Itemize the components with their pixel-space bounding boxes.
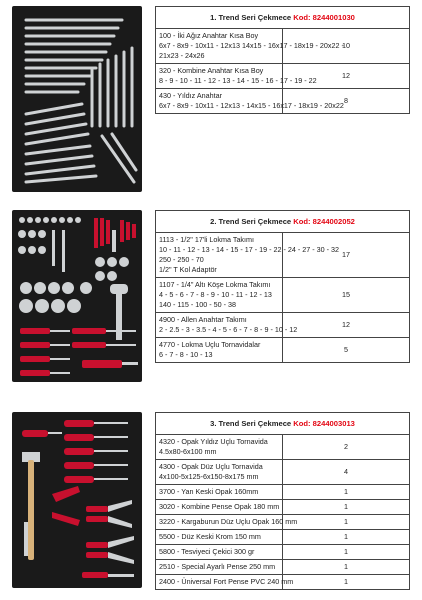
item-description: [156, 278, 283, 313]
item-line: 430 - Yıldız Anahtar: [159, 91, 222, 100]
item-quantity: 17: [283, 233, 410, 278]
drawer-3-title: 3. Trend Seri Çekmece: [210, 418, 292, 428]
item-description: [156, 560, 283, 575]
drawer-1-code: Kod: 8244001030: [293, 12, 355, 22]
item-quantity: 12: [283, 313, 410, 338]
table-row: [156, 338, 410, 363]
drawer-2-table: [155, 210, 410, 363]
item-line: 140 - 115 - 100 - 50 - 38: [159, 300, 236, 309]
item-line: 4770 - Lokma Uçlu Tornavidalar: [159, 340, 261, 349]
item-description: [156, 545, 283, 560]
drawer-3-tray-image: [12, 412, 142, 588]
table-row: [156, 545, 410, 560]
item-description: [156, 435, 283, 460]
item-quantity: 1: [283, 500, 410, 515]
screwdriver-pliers-illustration: [12, 412, 142, 588]
item-line: 100 - İki Ağız Anahtar Kısa Boy: [159, 31, 259, 40]
item-description: [156, 515, 298, 530]
drawer-2-code: Kod: 8244002052: [293, 216, 355, 226]
item-line: 6 - 7 - 8 - 10 - 13: [159, 350, 213, 359]
drawer-2-tray-image: [12, 210, 142, 382]
drawer-1-header: [156, 7, 410, 29]
item-line: 3020 - Kombine Pense Opak 180 mm: [159, 502, 280, 511]
drawer-2-header: [156, 211, 410, 233]
table-row: [156, 485, 410, 500]
hammer-handle: [28, 460, 34, 560]
item-description: [156, 338, 283, 363]
table-row: [156, 560, 410, 575]
drawer-3-code: Kod: 8244003013: [293, 418, 355, 428]
table-row: [156, 313, 410, 338]
table-row: [156, 278, 410, 313]
wrench-set-illustration: [12, 6, 142, 192]
item-line: 3220 - Kargaburun Düz Uçlu Opak 160 mm: [159, 517, 298, 526]
item-description: [156, 29, 344, 64]
item-quantity: 1: [283, 530, 410, 545]
item-description: [156, 485, 283, 500]
item-line: 1113 - 1/2" 17'li Lokma Takımı: [159, 235, 255, 244]
item-line: 1/2" T Kol Adaptör: [159, 265, 217, 274]
item-quantity: 2: [283, 435, 410, 460]
item-line: 2400 - Üniversal Fort Pense PVC 240 mm: [159, 577, 294, 586]
item-line: 4320 - Opak Yıldız Uçlu Tornavida: [159, 437, 268, 446]
item-line: 5500 - Düz Keski Krom 150 mm: [159, 532, 261, 541]
socket-set-illustration: [12, 210, 142, 382]
item-quantity: 4: [283, 460, 410, 485]
item-quantity: 1: [283, 560, 410, 575]
item-line: 320 - Kombine Anahtar Kısa Boy: [159, 66, 264, 75]
item-line: 2 - 2.5 - 3 - 3.5 - 4 - 5 - 6 - 7 - 8 - 9 - 10 - 12: [159, 325, 298, 334]
table-row: [156, 460, 410, 485]
item-quantity: 1: [283, 515, 410, 530]
drawer-2-title: 2. Trend Seri Çekmece: [210, 216, 292, 226]
item-line: 8 - 9 - 10 - 11 - 12 - 13 - 14 - 15 - 16 - 17 - 19 - 22: [159, 76, 317, 85]
table-row: [156, 435, 410, 460]
drawer-1-table: [155, 6, 410, 114]
item-quantity: 1: [283, 485, 410, 500]
item-description: [156, 530, 283, 545]
drawer-1-title: 1. Trend Seri Çekmece: [210, 12, 292, 22]
item-line: 4.5x80-6x100 mm: [159, 447, 217, 456]
item-line: 4900 - Allen Anahtar Takımı: [159, 315, 247, 324]
drawer-section-1: [0, 0, 422, 200]
table-row: [156, 233, 410, 278]
item-line: 6x7 - 8x9 - 10x11 - 12x13 - 14x15 - 16x17 - 18x19 - 20x22: [159, 101, 344, 110]
table-row: [156, 530, 410, 545]
item-description: [156, 460, 283, 485]
item-quantity: 10: [283, 29, 410, 64]
item-quantity: 1: [283, 575, 410, 590]
item-description: [156, 313, 298, 338]
drawer-section-2: [0, 200, 422, 390]
table-row: [156, 89, 410, 114]
item-description: [156, 233, 340, 278]
item-description: [156, 89, 344, 114]
item-line: 5800 - Tesviyeci Çekici 300 gr: [159, 547, 255, 556]
item-quantity: 1: [283, 545, 410, 560]
item-description: [156, 64, 317, 89]
item-line: 3700 - Yan Keski Opak 160mm: [159, 487, 259, 496]
item-line: 10 - 11 - 12 - 13 - 14 - 15 - 17 - 19 - 22 - 24 - 27 - 30 - 32: [159, 245, 340, 254]
item-quantity: 8: [283, 89, 410, 114]
item-line: 6x7 - 8x9 - 10x11 - 12x13 14x15 - 16x17 - 18x19 - 20x22 -: [159, 41, 344, 50]
item-line: 4x100-5x125-6x150-8x175 mm: [159, 472, 259, 481]
drawer-section-3: [0, 408, 422, 598]
table-row: [156, 64, 410, 89]
item-quantity: 5: [283, 338, 410, 363]
item-description: [156, 500, 283, 515]
item-line: 4300 - Opak Düz Uçlu Tornavida: [159, 462, 263, 471]
item-line: 250 - 250 - 70: [159, 255, 204, 264]
table-row: [156, 575, 410, 590]
table-row: [156, 29, 410, 64]
drawer-3-table: [155, 412, 410, 590]
table-row: [156, 515, 410, 530]
drawer-3-header: [156, 413, 410, 435]
item-line: 1107 - 1/4" Altı Köşe Lokma Takımı: [159, 280, 271, 289]
item-description: [156, 575, 294, 590]
item-line: 4 - 5 - 6 - 7 - 8 - 9 - 10 - 11 - 12 - 13: [159, 290, 272, 299]
drawer-1-tray-image: [12, 6, 142, 192]
item-line: 21x23 - 24x26: [159, 51, 205, 60]
table-row: [156, 500, 410, 515]
item-line: 2510 - Special Ayarlı Pense 250 mm: [159, 562, 276, 571]
item-quantity: 12: [283, 64, 410, 89]
item-quantity: 15: [283, 278, 410, 313]
